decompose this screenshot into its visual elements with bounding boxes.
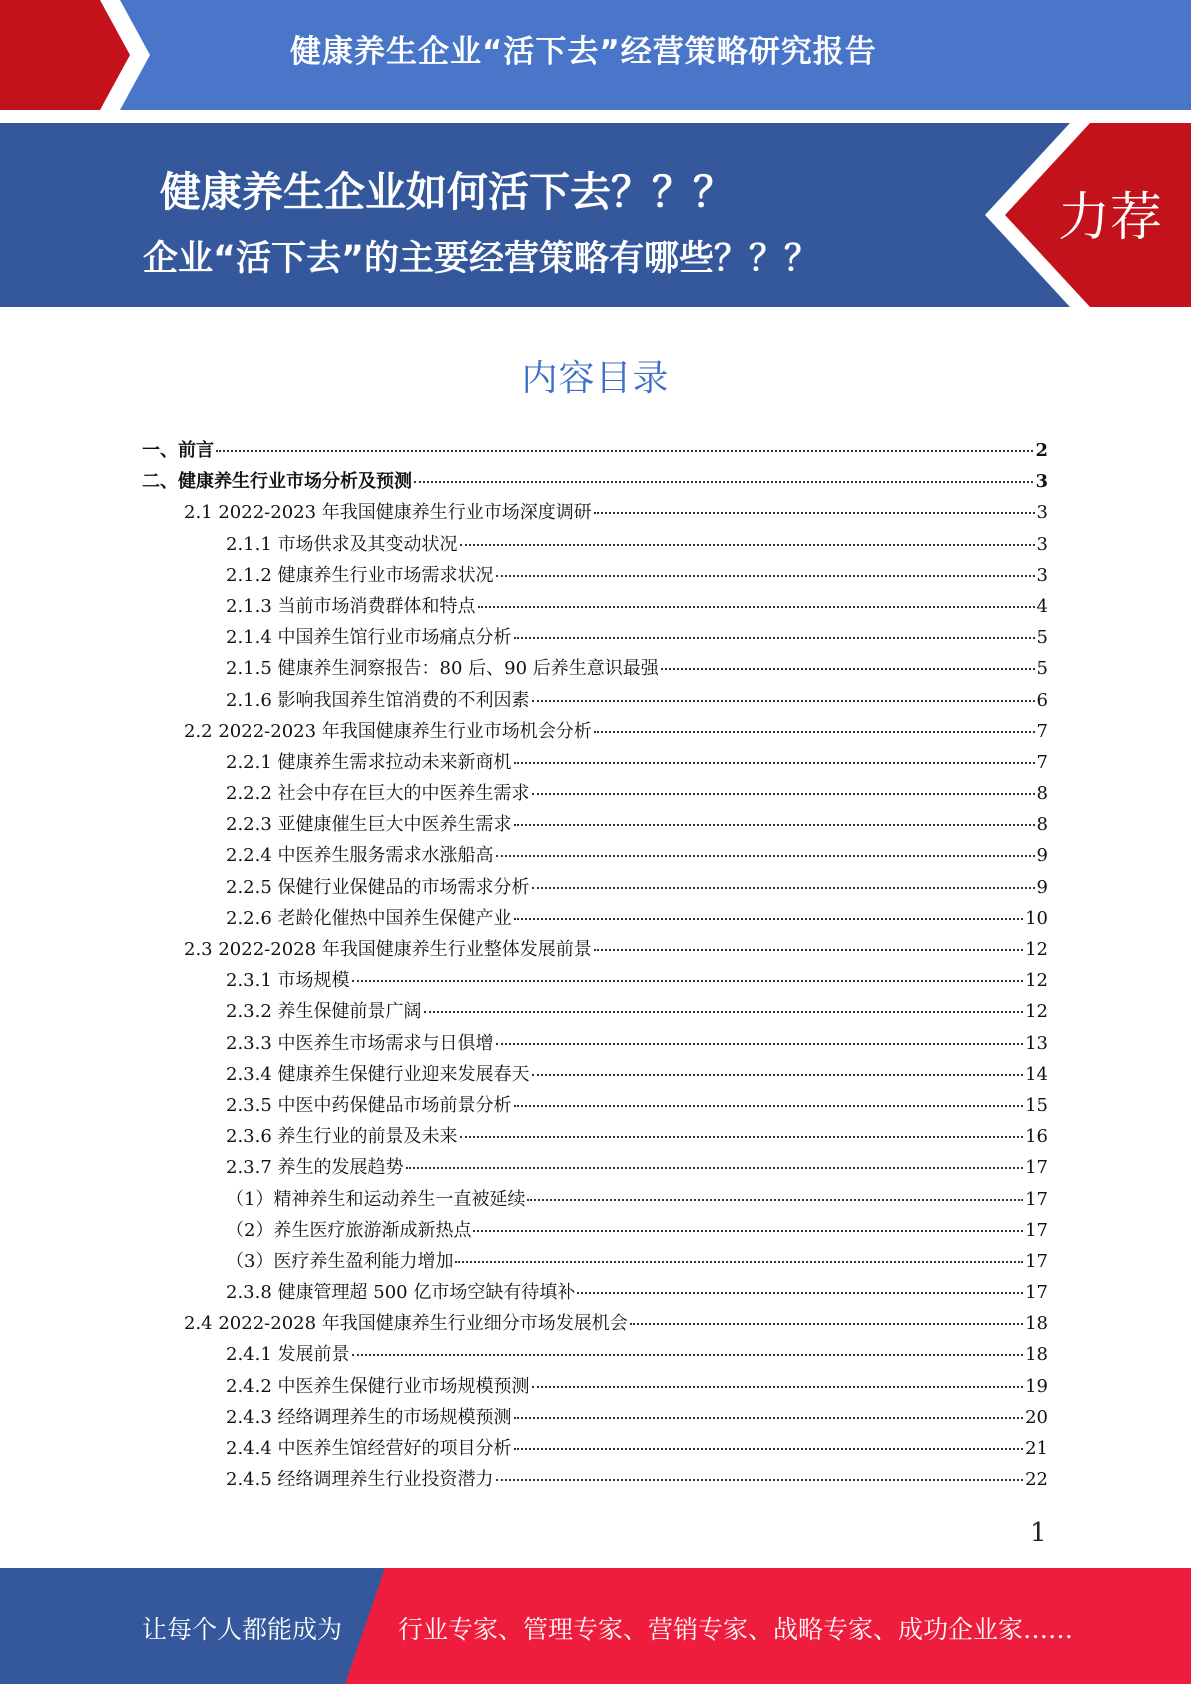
- toc-entry-label: 2.3.5 中医中药保健品市场前景分析: [226, 1094, 512, 1116]
- footer-band: [0, 1568, 1191, 1684]
- toc-entry-label: （2）养生医疗旅游渐成新热点: [226, 1219, 472, 1241]
- toc-dot-leader: [455, 1261, 1023, 1263]
- toc-entry-label: 2.3 2022-2028 年我国健康养生行业整体发展前景: [184, 939, 592, 960]
- toc-entry[interactable]: [142, 466, 1048, 497]
- toc-entry[interactable]: [142, 497, 1048, 528]
- toc-entry-label: 2.3.6 养生行业的前景及未来: [226, 1126, 458, 1148]
- toc-entry-page: 7: [1036, 751, 1048, 773]
- toc-entry-page: 22: [1025, 1469, 1048, 1491]
- toc-entry-label: （3）医疗养生盈利能力增加: [226, 1250, 454, 1272]
- toc-entry-page: 5: [1036, 627, 1048, 649]
- toc-dot-leader: [532, 1386, 1024, 1388]
- toc-entry[interactable]: [142, 1028, 1048, 1059]
- toc-dot-leader: [514, 918, 1024, 920]
- toc-dot-leader: [532, 700, 1035, 702]
- banner-subheadline: 企业“活下去”的主要经营策略有哪些？？？: [143, 239, 820, 279]
- toc-entry-label: 2.1 2022-2023 年我国健康养生行业市场深度调研: [184, 502, 592, 524]
- toc-entry-page: 14: [1025, 1063, 1048, 1085]
- toc-dot-leader: [514, 1105, 1024, 1107]
- toc-entry[interactable]: [142, 653, 1048, 684]
- toc-entry-page: 3: [1036, 533, 1048, 555]
- toc-entry-label: 2.1.5 健康养生洞察报告：80 后、90 后养生意识最强: [226, 658, 659, 680]
- toc-dot-leader: [532, 887, 1035, 889]
- toc-entry-page: 12: [1025, 970, 1048, 992]
- toc-entry[interactable]: [142, 965, 1048, 996]
- toc-dot-leader: [424, 1011, 1024, 1013]
- toc-entry-label: 2.1.4 中国养生馆行业市场痛点分析: [226, 627, 512, 649]
- toc-dot-leader: [514, 762, 1035, 764]
- toc-entry-page: 18: [1025, 1313, 1048, 1335]
- toc-entry-label: 2.2.4 中医养生服务需求水涨船高: [226, 845, 494, 867]
- page-number: 1: [1030, 1518, 1047, 1548]
- toc-dot-leader: [514, 637, 1035, 639]
- toc-entry-page: 5: [1036, 658, 1048, 680]
- toc-entry[interactable]: [142, 560, 1048, 591]
- toc-entry-label: 2.3.7 养生的发展趋势: [226, 1157, 404, 1179]
- toc-entry[interactable]: [142, 622, 1048, 653]
- toc-dot-leader: [532, 793, 1035, 795]
- toc-entry-label: 2.3.1 市场规模: [226, 970, 350, 992]
- toc-dot-leader: [352, 980, 1024, 982]
- toc-entry-page: 18: [1025, 1344, 1048, 1366]
- toc-dot-leader: [216, 450, 1033, 452]
- toc-entry-label: 2.2.3 亚健康催生巨大中医养生需求: [226, 814, 512, 836]
- toc-dot-leader: [460, 1136, 1024, 1138]
- toc-entry-label: 2.4.1 发展前景: [226, 1344, 350, 1366]
- toc-entry-label: 2.3.4 健康养生保健行业迎来发展春天: [226, 1063, 530, 1085]
- toc-entry-label: 2.1.1 市场供求及其变动状况: [226, 533, 458, 555]
- toc-entry-page: 7: [1036, 720, 1048, 742]
- toc-entry-page: 6: [1036, 689, 1048, 711]
- toc-entry-label: 2.1.6 影响我国养生馆消费的不利因素: [226, 689, 530, 711]
- hero-banner: [0, 123, 1191, 307]
- toc-entry[interactable]: [142, 1090, 1048, 1121]
- recommend-badge: 力荐: [1058, 188, 1163, 248]
- toc-entry[interactable]: [142, 903, 1048, 934]
- toc-entry-page: 13: [1025, 1032, 1048, 1054]
- toc-entry-label: 2.4.2 中医养生保健行业市场规模预测: [226, 1375, 530, 1397]
- report-header-band: [0, 0, 1191, 110]
- toc-entry[interactable]: [142, 1184, 1048, 1215]
- toc-entry-page: 3: [1036, 502, 1048, 524]
- toc-entry-label: 一、前言: [142, 440, 214, 461]
- toc-entry-label: 2.2.2 社会中存在巨大的中医养生需求: [226, 783, 530, 805]
- toc-dot-leader: [594, 949, 1023, 951]
- toc-entry-label: 2.4.5 经络调理养生行业投资潜力: [226, 1469, 494, 1491]
- toc-entry-label: 2.4 2022-2028 年我国健康养生行业细分市场发展机会: [184, 1313, 628, 1335]
- toc-entry-page: 16: [1025, 1126, 1048, 1148]
- toc-entry-label: （1）精神养生和运动养生一直被延续: [226, 1188, 526, 1210]
- toc-dot-leader: [630, 1323, 1023, 1325]
- toc-entry-page: 17: [1025, 1188, 1048, 1210]
- toc-dot-leader: [514, 1448, 1024, 1450]
- toc-entry-page: 20: [1025, 1406, 1048, 1428]
- toc-entry-page: 10: [1025, 907, 1048, 929]
- toc-entry-label: 2.1.3 当前市场消费群体和特点: [226, 595, 476, 617]
- toc-entry-label: 2.2.6 老龄化催热中国养生保健产业: [226, 907, 512, 929]
- toc-dot-leader: [594, 512, 1035, 514]
- toc-entry[interactable]: [142, 591, 1048, 622]
- toc-dot-leader: [406, 1167, 1024, 1169]
- toc-entry[interactable]: [142, 778, 1048, 809]
- toc-entry[interactable]: [142, 840, 1048, 871]
- toc-entry[interactable]: [142, 872, 1048, 903]
- toc-entry-label: 2.3.2 养生保健前景广阔: [226, 1001, 422, 1023]
- toc-entry-page: 17: [1025, 1219, 1048, 1241]
- toc-entry-page: 3: [1035, 471, 1048, 493]
- toc-entry[interactable]: [142, 1433, 1048, 1464]
- toc-dot-leader: [414, 481, 1033, 483]
- toc-entry-label: 2.2.5 保健行业保健品的市场需求分析: [226, 876, 530, 898]
- toc-entry-page: 17: [1025, 1282, 1048, 1304]
- toc-entry-page: 9: [1036, 845, 1048, 867]
- toc-entry-label: 二、健康养生行业市场分析及预测: [142, 471, 412, 493]
- toc-entry-page: 2: [1035, 440, 1048, 461]
- toc-entry-page: 4: [1036, 595, 1048, 617]
- footer-slogan-left: 让每个人都能成为: [142, 1615, 343, 1644]
- toc-entry[interactable]: [142, 934, 1048, 965]
- toc-dot-leader: [661, 668, 1035, 670]
- toc-dot-leader: [532, 1074, 1024, 1076]
- toc-entry-page: 9: [1036, 876, 1048, 898]
- toc-dot-leader: [514, 824, 1035, 826]
- toc-entry[interactable]: [142, 1308, 1048, 1339]
- toc-dot-leader: [594, 731, 1035, 733]
- toc-entry[interactable]: [142, 1246, 1048, 1277]
- toc-entry-page: 19: [1025, 1375, 1048, 1397]
- toc-dot-leader: [460, 544, 1035, 546]
- toc-entry[interactable]: [142, 1402, 1048, 1433]
- toc-entry[interactable]: [142, 435, 1048, 466]
- toc-dot-leader: [496, 855, 1035, 857]
- toc-dot-leader: [527, 1199, 1023, 1201]
- toc-dot-leader: [478, 606, 1035, 608]
- toc-entry-label: 2.2 2022-2023 年我国健康养生行业市场机会分析: [184, 720, 592, 742]
- toc-entry-page: 15: [1025, 1094, 1048, 1116]
- toc-entry[interactable]: [142, 716, 1048, 747]
- toc-entry-label: 2.2.1 健康养生需求拉动未来新商机: [226, 751, 512, 773]
- toc-entry-label: 2.1.2 健康养生行业市场需求状况: [226, 564, 494, 586]
- table-of-contents: [142, 435, 1048, 1495]
- toc-entry[interactable]: [142, 1059, 1048, 1090]
- toc-entry[interactable]: [142, 996, 1048, 1027]
- toc-dot-leader: [473, 1230, 1023, 1232]
- toc-entry-page: 8: [1036, 814, 1048, 836]
- toc-entry[interactable]: [142, 1339, 1048, 1370]
- toc-entry-label: 2.4.3 经络调理养生的市场规模预测: [226, 1406, 512, 1428]
- report-title: 健康养生企业“活下去”经营策略研究报告: [290, 34, 877, 70]
- toc-entry[interactable]: [142, 685, 1048, 716]
- toc-dot-leader: [577, 1292, 1023, 1294]
- toc-entry-label: 2.4.4 中医养生馆经营好的项目分析: [226, 1438, 512, 1459]
- toc-entry-label: 2.3.8 健康管理超 500 亿市场空缺有待填补: [226, 1282, 576, 1304]
- toc-entry-page: 3: [1036, 564, 1048, 586]
- toc-entry[interactable]: [142, 1277, 1048, 1308]
- toc-entry-page: 12: [1025, 939, 1048, 960]
- toc-entry-page: 12: [1025, 1001, 1048, 1023]
- toc-entry[interactable]: [142, 529, 1048, 560]
- toc-title: 内容目录: [521, 358, 670, 399]
- toc-entry[interactable]: [142, 1371, 1048, 1402]
- toc-entry[interactable]: [142, 1215, 1048, 1246]
- toc-dot-leader: [514, 1417, 1024, 1419]
- toc-entry[interactable]: [142, 1152, 1048, 1183]
- toc-entry[interactable]: [142, 1121, 1048, 1152]
- toc-entry[interactable]: [142, 747, 1048, 778]
- toc-dot-leader: [496, 1479, 1024, 1481]
- toc-entry-page: 17: [1025, 1157, 1048, 1179]
- toc-dot-leader: [496, 575, 1035, 577]
- toc-entry-page: 8: [1036, 783, 1048, 805]
- toc-entry-page: 21: [1025, 1438, 1048, 1459]
- footer-slogan-right: 行业专家、管理专家、营销专家、战略专家、成功企业家……: [398, 1615, 1074, 1644]
- toc-entry-label: 2.3.3 中医养生市场需求与日俱增: [226, 1032, 494, 1054]
- banner-headline: 健康养生企业如何活下去？？？: [160, 168, 734, 216]
- toc-entry[interactable]: [142, 1464, 1048, 1495]
- toc-dot-leader: [352, 1354, 1024, 1356]
- toc-entry[interactable]: [142, 809, 1048, 840]
- toc-dot-leader: [496, 1043, 1024, 1045]
- toc-entry-page: 17: [1025, 1250, 1048, 1272]
